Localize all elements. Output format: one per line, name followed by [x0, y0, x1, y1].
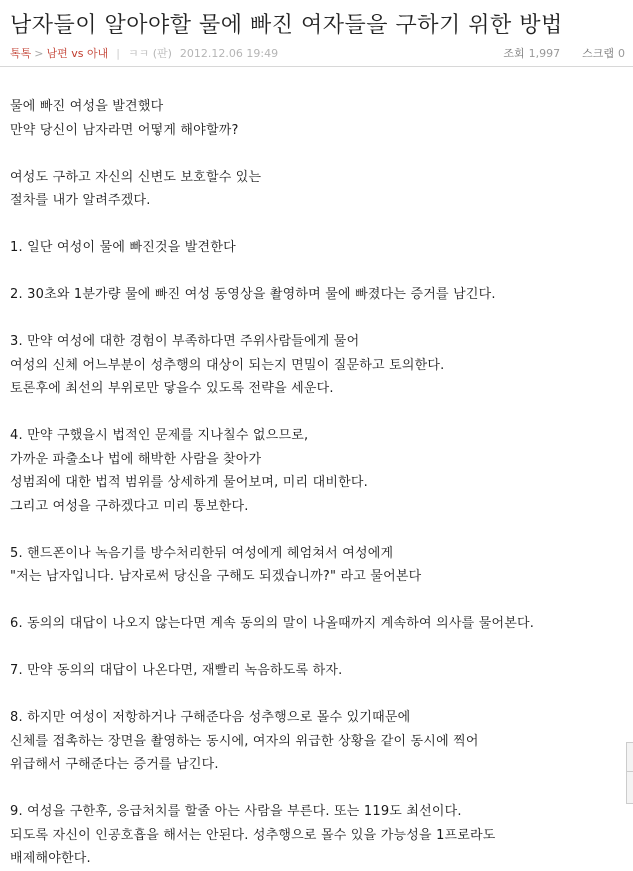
content-line: 7. 만약 동의의 대답이 나온다면, 재빨리 녹음하도록 하자.: [10, 663, 343, 678]
content-line: "저는 남자입니다. 남자로써 당신을 구해도 되겠습니까?" 라고 물어본다: [10, 569, 422, 584]
content-line: 5. 핸드폰이나 녹음기를 방수처리한뒤 여성에게 헤엄쳐서 여성에게: [10, 545, 394, 561]
content-line: 배제해야한다.: [10, 851, 91, 866]
blank-line: [10, 213, 622, 237]
views-count: 1,997: [528, 47, 561, 60]
content-line: 위급해서 구해준다는 증거를 남긴다.: [10, 757, 219, 772]
post-meta: [10, 45, 278, 61]
content-line: 그리고 여성을 구하겠다고 미리 통보한다.: [10, 498, 249, 514]
content-line: 8. 하지만 여성이 저항하거나 구해준다음 성추행으로 몰수 있기때문에: [10, 710, 411, 725]
content-line: 절차를 내가 알려주겠다.: [10, 193, 151, 208]
side-scroll-widget[interactable]: [626, 742, 633, 804]
content-line: 성범죄에 대한 법적 범위를 상세하게 물어보며, 미리 대비한다.: [10, 475, 368, 490]
content-line: 물에 빠진 여성을 발견했다: [10, 99, 164, 114]
breadcrumb-separator: >: [34, 47, 44, 60]
blank-line: [10, 307, 622, 331]
scrap-label[interactable]: 스크랩: [582, 47, 614, 60]
category-link[interactable]: 톡톡: [10, 47, 32, 60]
content-line: 6. 동의의 대답이 나오지 않는다면 계속 동의의 말이 나올때까지 계속하여 의사를 물어본다.: [10, 616, 535, 631]
content-line: 3. 만약 여성에 대한 경험이 부족하다면 주위사람들에게 물어: [10, 334, 360, 349]
content-line: 9. 여성을 구한후, 응급처치를 할줄 아는 사람을 부른다. 또는 119도 최선이다.: [10, 804, 462, 819]
content-line: 되도록 자신이 인공호흡을 해서는 안된다. 성추행으로 몰수 있을 가능성을 1프로라도: [10, 827, 496, 843]
content-line: 신체를 접촉하는 장면을 촬영하는 동시에, 여자의 위급한 상황을 같이 동시에 찍어: [10, 733, 479, 749]
blank-line: [10, 518, 622, 542]
content-line: 1. 일단 여성이 물에 빠진것을 발견한다: [10, 240, 236, 255]
blank-line: [10, 636, 622, 660]
content-line: 가까운 파출소나 법에 해박한 사람을 찾아가: [10, 451, 262, 467]
content-line: 여성의 신체 어느부분이 성추행의 대상이 되는지 면밀이 질문하고 토의한다.: [10, 357, 445, 373]
post-date: 2012.12.06 19:49: [179, 47, 279, 60]
author-name[interactable]: ㅋㅋ (판): [127, 47, 172, 60]
views-label: 조회: [503, 47, 525, 60]
content-line: 4. 만약 구했을시 법적인 문제를 지나칠수 없으므로,: [10, 428, 309, 443]
scrap-count: 0: [618, 47, 625, 60]
blank-line: [10, 401, 622, 425]
content-line: 2. 30초와 1분가량 물에 빠진 여성 동영상을 촬영하며 물에 빠졌다는 증거를 남긴다.: [10, 287, 496, 302]
blank-line: [10, 260, 622, 284]
post-title: 남자들이 알아야할 물에 빠진 여자들을 구하기 위한 방법: [10, 13, 563, 38]
post-stats: [503, 45, 625, 61]
content-line: 여성도 구하고 자신의 신변도 보호할수 있는: [10, 169, 262, 185]
header-divider: [0, 66, 633, 67]
blank-line: [10, 142, 622, 166]
post-content: [10, 95, 622, 871]
board-link[interactable]: 남편 vs 아내: [46, 47, 109, 60]
content-line: 토론후에 최선의 부위로만 닿을수 있도록 전략을 세운다.: [10, 381, 334, 396]
blank-line: [10, 683, 622, 707]
content-line: 만약 당신이 남자라면 어떻게 해야할까?: [10, 122, 239, 138]
blank-line: [10, 589, 622, 613]
meta-divider: |: [116, 47, 120, 60]
blank-line: [10, 777, 622, 801]
